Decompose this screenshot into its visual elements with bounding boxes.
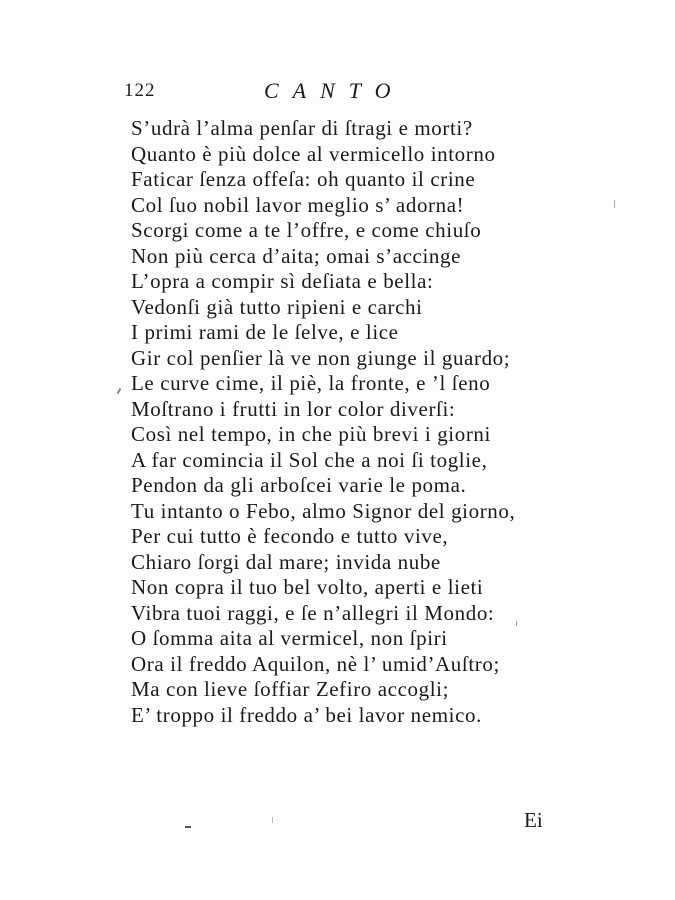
verse-line: Non più cerca d’aita; omai s’accinge [131,243,462,268]
verse-line: Gir col penſier là ve non giunge il guardo; [131,345,511,370]
verse-line: Non copra il tuo bel volto, aperti e lieti [131,575,484,599]
verse-line: Moſtrano i frutti in lor color diverſi: [131,396,456,421]
verse-line: A far comincia il Sol che a noi ſi toglie, [131,447,488,472]
verse-line: S’udrà l’alma penſar di ſtragi e morti? [131,116,473,140]
ink-speck [614,200,615,208]
poem-text [131,116,515,728]
verse-line: Chiaro ſorgi dal mare; invida nube [131,549,441,574]
verse-line: Ma con lieve ſoffiar Zefiro accogli; [131,677,449,701]
verse-line: Quanto è più dolce al vermicello intorno [131,141,496,166]
verse-line: Per cui tutto è fecondo e tutto vive, [131,524,449,548]
verse-line: Col ſuo nobil lavor meglio s’ adorna! [131,192,465,217]
ink-speck [516,621,517,626]
verse-line: Così nel tempo, in che più brevi i giorni [131,422,491,446]
verse-line: Pendon da gli arboſcei varie le poma. [131,473,467,497]
catchword: Ei [524,808,543,832]
page-header [124,80,564,110]
verse-line: Ora il freddo Aquilon, nè l’ umid’Auſtro; [131,651,500,676]
verse-line: I primi rami de le ſelve, e lice [131,320,399,344]
verse-line: Vedonſi già tutto ripieni e carchi [131,294,423,319]
verse-line: Faticar ſenza offeſa: oh quanto il crine [131,167,476,191]
verse-line: Scorgi come a te l’offre, e come chiuſo [131,218,482,242]
verse-line: E’ troppo il freddo a’ bei lavor nemico. [131,702,482,727]
ink-speck [117,388,122,394]
page-number: 122 [124,80,156,101]
verse-line: Vibra tuoi raggi, e ſe n’allegri il Mondo: [131,600,495,625]
verse-line: Le curve cime, il piè, la fronte, e ’l ſeno [131,371,491,395]
verse-line: Tu intanto o Febo, almo Signor del giorno, [131,498,516,523]
ink-speck [272,817,273,823]
running-head: CANTO [264,78,405,103]
verse-line: L’opra a compir sì deſiata e bella: [131,269,434,293]
ink-speck [185,826,191,828]
verse-line: O ſomma aita al vermicel, non ſpiri [131,626,448,650]
